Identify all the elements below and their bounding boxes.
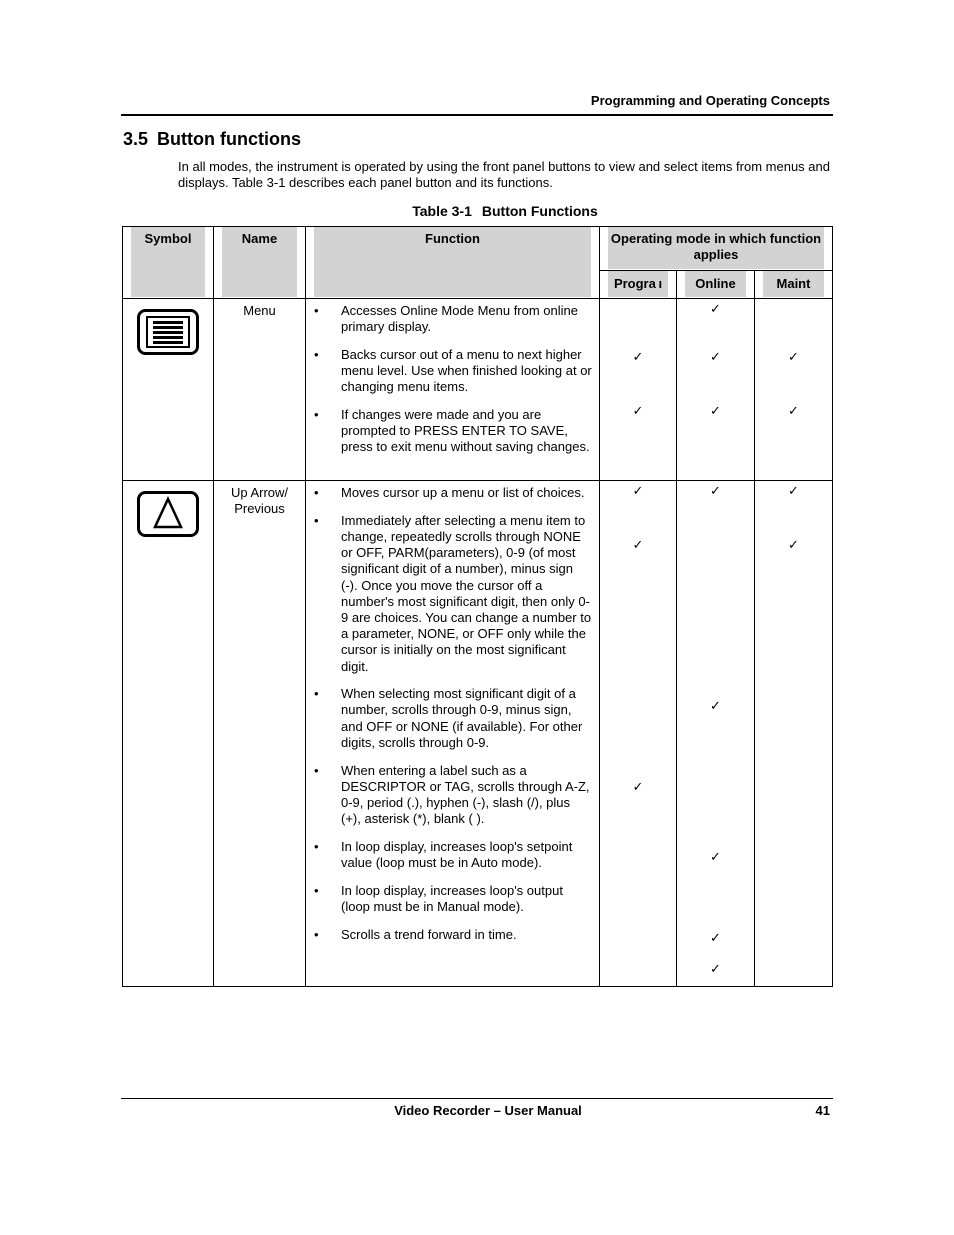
check-mark: ✓ (632, 537, 644, 552)
function-cell-up-arrow (306, 481, 600, 987)
header-rule (121, 114, 833, 116)
menu-icon (137, 309, 199, 355)
symbol-cell-menu (123, 299, 214, 481)
list-item: • When entering a label such as a DESCRIPTOR or TAG, scrolls through A-Z, 0-9, period (.), hyphen (-), slash (/), plus (+), asterisk (*), blank ( ). (314, 762, 590, 827)
table-row-up-arrow (123, 481, 833, 987)
up-arrow-icon (137, 491, 199, 537)
header-mode-maint: Maint (763, 271, 824, 297)
check-mark: ✓ (632, 779, 644, 794)
check-mark: ✓ (788, 349, 799, 364)
symbol-cell-up-arrow (123, 481, 214, 987)
header-symbol-cell (123, 227, 214, 299)
section-title: Button functions (157, 129, 301, 149)
check-mark: ✓ (788, 403, 799, 418)
check-mark: ✓ (710, 961, 721, 976)
header-symbol: Symbol (131, 227, 205, 297)
list-item: • Immediately after selecting a menu item to change, repeatedly scrolls through NONE or OFF, PARM(parameters), 0-9 (of most significant digit of a number), minus sign (-). Once you move the cursor off a number's most significant digit, then only 0-9 are choices. You can change a number to a parameter, NONE, or OFF only while the cursor is initially on the most significant digit. (314, 512, 592, 674)
online-cell-up-arrow (677, 481, 755, 987)
check-mark: ✓ (710, 301, 721, 316)
check-mark: ✓ (632, 483, 644, 498)
header-name: Name (222, 227, 297, 297)
header-mode-maint-cell (755, 271, 833, 299)
check-mark: ✓ (710, 698, 721, 713)
name-cell-menu: Menu (214, 299, 306, 481)
check-mark: ✓ (710, 849, 721, 864)
list-item: • Moves cursor up a menu or list of choices. (314, 485, 585, 500)
check-mark: ✓ (710, 483, 721, 498)
maint-cell-menu (755, 299, 833, 481)
header-function: Function (314, 227, 591, 297)
check-mark: ✓ (788, 537, 799, 552)
list-item: • Accesses Online Mode Menu from online primary display. (314, 303, 579, 335)
online-cell-menu (677, 299, 755, 481)
header-function-cell (306, 227, 600, 299)
section-number: 3.5 (123, 129, 149, 149)
header-mode-online: Online (685, 271, 746, 297)
function-cell-menu (306, 299, 600, 481)
table-caption (0, 203, 954, 219)
button-functions-table (122, 226, 833, 987)
header-operating-mode: Operating mode in which function applies (608, 227, 824, 269)
table-caption-title: Button Functions (481, 203, 598, 219)
list-item: • In loop display, increases loop's output (loop must be in Manual mode). (314, 882, 563, 914)
check-mark: ✓ (710, 349, 721, 364)
table-row-menu (123, 299, 833, 481)
program-cell-menu (600, 299, 677, 481)
page-number: 41 (815, 1103, 830, 1118)
header-mode-online-cell (677, 271, 755, 299)
name-cell-up-arrow: Up Arrow/ Previous (214, 481, 306, 987)
header-mode-program-cell (600, 271, 677, 299)
table-caption-label: Table 3-1 (412, 203, 472, 219)
header-mode-program: Progra ı (608, 271, 668, 297)
list-item: • In loop display, increases loop's setpoint value (loop must be in Auto mode). (314, 838, 573, 871)
list-item: • If changes were made and you are prompted to PRESS ENTER TO SAVE, press to exit menu without saving changes. (314, 407, 590, 455)
footer-title: Video Recorder – User Manual (394, 1103, 582, 1118)
section-heading (123, 129, 301, 150)
footer-rule (121, 1098, 833, 1099)
check-mark: ✓ (710, 930, 721, 945)
intro-paragraph: In all modes, the instrument is operated by using the front panel buttons to view and select items from menus and displays. Table 3-1 describes each panel button and its functions. (178, 159, 830, 190)
check-mark: ✓ (788, 483, 799, 498)
check-mark: ✓ (710, 403, 721, 418)
list-item: • Scrolls a trend forward in time. (314, 926, 517, 942)
maint-cell-up-arrow (755, 481, 833, 987)
check-mark: ✓ (632, 349, 644, 364)
list-item: • Backs cursor out of a menu to next higher menu level. Use when finished looking at or changing menu items. (314, 346, 592, 395)
list-item: • When selecting most significant digit of a number, scrolls through 0-9, minus sign, and OFF or NONE (if available). For other digits, scrolls through 0-9. (314, 686, 583, 750)
header-operating-mode-cell (600, 227, 833, 271)
program-cell-up-arrow (600, 481, 677, 987)
running-title: Programming and Operating Concepts (590, 93, 830, 108)
check-mark: ✓ (632, 403, 644, 418)
header-name-cell (214, 227, 306, 299)
